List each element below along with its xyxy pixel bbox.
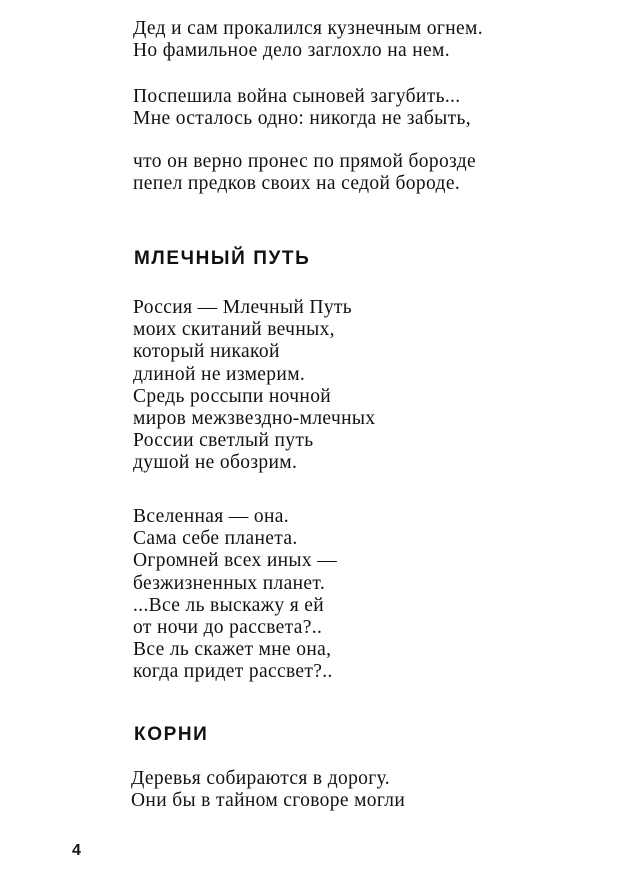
poem-line: Деревья собираются в дорогу. xyxy=(131,768,391,789)
milky-way-stanza-2 xyxy=(133,506,337,684)
poem-line: Но фамильное дело заглохло на нем. xyxy=(133,40,450,62)
poem-line: длиной не измерим. xyxy=(133,363,306,385)
poem-line: миров межзвездно-млечных xyxy=(133,408,376,430)
poem-line: душой не обозрим. xyxy=(133,452,298,474)
poem-title-milky-way: МЛЕЧНЫЙ ПУТЬ xyxy=(134,248,311,269)
poem-line: Поспешила война сыновей загубить... xyxy=(133,86,461,107)
intro-stanza-2 xyxy=(133,86,471,130)
page-number: 4 xyxy=(72,842,81,859)
poem-line: пепел предков своих на седой бороде. xyxy=(133,173,461,195)
roots-stanza-1 xyxy=(131,768,405,812)
poem-line: Средь россыпи ночной xyxy=(133,385,332,407)
poem-line: Россия — Млечный Путь xyxy=(133,297,353,318)
poem-line: моих скитаний вечных, xyxy=(133,319,335,341)
intro-stanza-3 xyxy=(133,151,476,195)
poem-line: России светлый путь xyxy=(133,430,314,452)
poem-line: от ночи до рассвета?.. xyxy=(133,617,323,639)
poem-line: Мне осталось одно: никогда не забыть, xyxy=(133,108,471,130)
poem-line: Они бы в тайном сговоре могли xyxy=(131,790,406,812)
poem-line: безжизненных планет. xyxy=(133,572,326,594)
poem-line: Огромней всех иных — xyxy=(133,550,338,572)
poem-line: Вселенная — она. xyxy=(133,506,290,527)
poem-line: что он верно пронес по прямой борозде xyxy=(133,151,477,172)
poem-line: когда придет рассвет?.. xyxy=(133,661,333,683)
poem-title-roots: КОРНИ xyxy=(134,724,209,745)
poem-line: который никакой xyxy=(133,341,280,363)
poem-line: Все ль скажет мне она, xyxy=(133,639,332,661)
poem-line: Дед и сам прокалился кузнечным огнем. xyxy=(133,18,483,39)
milky-way-stanza-1 xyxy=(133,297,375,475)
intro-stanza-1 xyxy=(133,18,483,62)
poem-line: Сама себе планета. xyxy=(133,528,298,550)
poem-line: ...Все ль выскажу я ей xyxy=(133,594,325,616)
